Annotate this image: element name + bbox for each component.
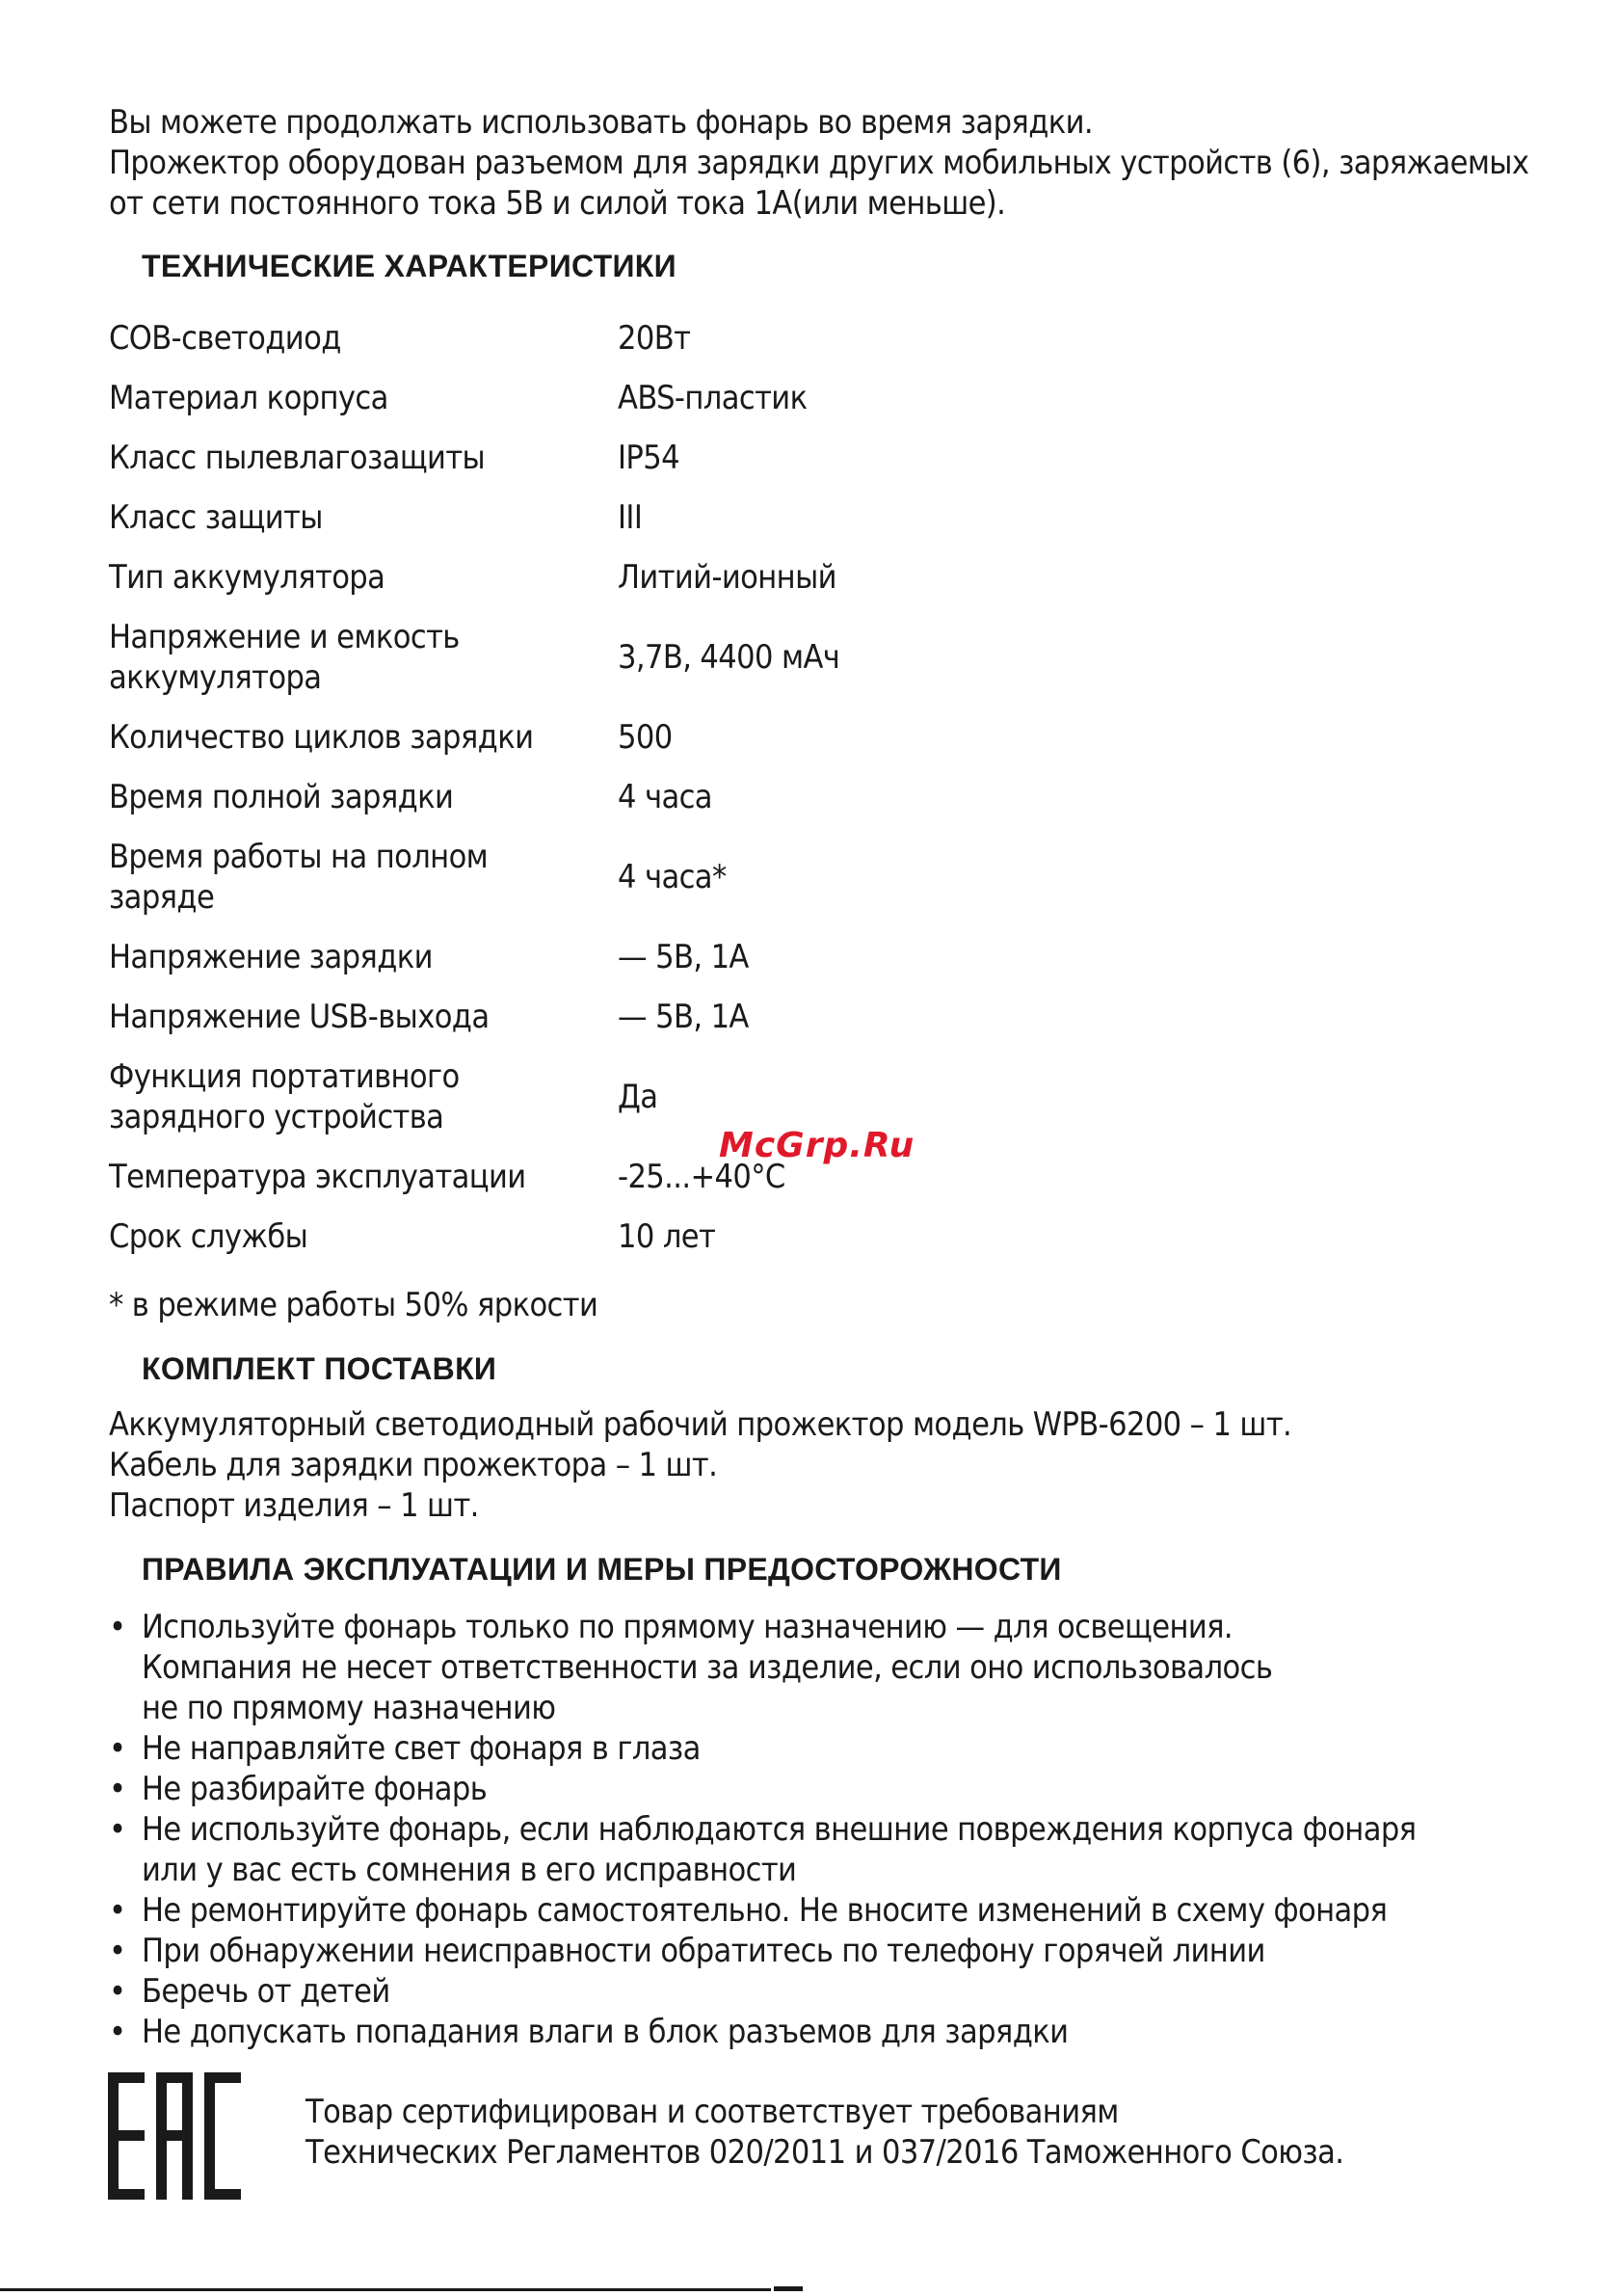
eac-logo-icon (108, 2072, 241, 2200)
spec-value: 3,7В, 4400 мАч (618, 638, 840, 677)
spec-row (109, 308, 1169, 368)
spec-name: Класс пылевлагозащиты (109, 439, 486, 477)
spec-name: Срок службы (109, 1217, 308, 1256)
spec-row (109, 368, 1169, 428)
rule-text: Беречь от детей (142, 1972, 390, 2011)
certification-line-1: Товар сертифицирован и соответствует требованиям (305, 2093, 1119, 2131)
spec-value: Да (618, 1078, 658, 1116)
rule-item (109, 1809, 1535, 1890)
kit-heading: КОМПЛЕКТ ПОСТАВКИ (142, 1351, 497, 1386)
certification-line-2: Технических Регламентов 020/2011 и 037/2016 Таможенного Союза. (305, 2133, 1344, 2172)
spec-name: COB-светодиод (109, 319, 341, 358)
specs-heading: ТЕХНИЧЕСКИЕ ХАРАКТЕРИСТИКИ (142, 249, 676, 283)
spec-row (109, 1047, 1169, 1147)
spec-value: 500 (618, 718, 673, 757)
kit-item: Паспорт изделия – 1 шт. (109, 1486, 479, 1525)
spec-name: Функция портативного зарядного устройства (109, 1057, 460, 1136)
spec-value: III (618, 498, 643, 537)
spec-row (109, 767, 1169, 827)
spec-value: — 5В, 1А (618, 938, 749, 976)
rule-item (109, 1769, 1535, 1809)
spec-value: — 5В, 1А (618, 998, 749, 1036)
certification-text (305, 2092, 1343, 2173)
rule-text: При обнаружении неисправности обратитесь по телефону горячей линии (142, 1932, 1265, 1970)
spec-name: Температура эксплуатации (109, 1158, 526, 1196)
rule-text: Не используйте фонарь, если наблюдаются внешние повреждения корпуса фонаря или у вас есть сомнения в его исправности (142, 1810, 1417, 1889)
spec-name: Напряжение и емкость аккумулятора (109, 618, 460, 697)
spec-name: Материал корпуса (109, 379, 388, 417)
page-bottom-rule (0, 2288, 771, 2291)
rules-list (109, 1607, 1535, 2052)
spec-name: Тип аккумулятора (109, 558, 385, 597)
rule-item (109, 1728, 1535, 1769)
spec-row (109, 707, 1169, 767)
spec-name: Время полной зарядки (109, 778, 454, 816)
spec-row (109, 1147, 1169, 1207)
spec-name: Класс защиты (109, 498, 323, 537)
page-bottom-mark (774, 2286, 803, 2291)
rule-item (109, 1971, 1535, 2012)
kit-item: Аккумуляторный светодиодный рабочий прожектор модель WPB-6200 – 1 шт. (109, 1405, 1292, 1444)
spec-value: IP54 (618, 439, 679, 477)
spec-name: Время работы на полном заряде (109, 838, 489, 917)
spec-value: 4 часа* (618, 858, 727, 896)
spec-row (109, 428, 1169, 488)
spec-row (109, 607, 1169, 707)
rules-heading: ПРАВИЛА ЭКСПЛУАТАЦИИ И МЕРЫ ПРЕДОСТОРОЖНОСТИ (142, 1552, 1062, 1587)
spec-row (109, 547, 1169, 607)
rule-item (109, 1890, 1535, 1931)
intro-text (109, 102, 1554, 224)
spec-name: Напряжение зарядки (109, 938, 433, 976)
spec-row (109, 927, 1169, 987)
specs-footnote: * в режиме работы 50% яркости (109, 1286, 598, 1324)
rule-text: Не ремонтируйте фонарь самостоятельно. Не вносите изменений в схему фонаря (142, 1891, 1388, 1930)
spec-row (109, 1207, 1169, 1267)
spec-value: 10 лет (618, 1217, 716, 1256)
kit-item: Кабель для зарядки прожектора – 1 шт. (109, 1446, 718, 1484)
spec-name: Количество циклов зарядки (109, 718, 534, 757)
spec-value: -25...+40°C (618, 1158, 785, 1196)
rule-item (109, 2012, 1535, 2052)
rule-text: Не разбирайте фонарь (142, 1770, 488, 1808)
spec-value: ABS-пластик (618, 379, 808, 417)
intro-line-1: Вы можете продолжать использовать фонарь во время зарядки. (109, 103, 1094, 142)
spec-name: Напряжение USB-выхода (109, 998, 490, 1036)
intro-line-2: Прожектор оборудован разъемом для зарядки других мобильных устройств (6), заряжаемых от сети постоянного тока 5В и силой тока 1А(или меньше). (109, 144, 1529, 223)
rule-text: Не направляйте свет фонаря в глаза (142, 1729, 701, 1768)
spec-row (109, 987, 1169, 1047)
spec-value: 20Вт (618, 319, 691, 358)
rule-item (109, 1607, 1535, 1728)
spec-row (109, 827, 1169, 927)
specs-table (109, 308, 1169, 1267)
watermark: McGrp.Ru (719, 1126, 915, 1165)
kit-list (109, 1404, 1291, 1526)
spec-row (109, 488, 1169, 547)
spec-value: 4 часа (618, 778, 712, 816)
rule-item (109, 1931, 1535, 1971)
rule-text: Используйте фонарь только по прямому назначению — для освещения. Компания не несет ответственности за изделие, если оно использовалось не по прямому назначению (142, 1608, 1273, 1727)
spec-value: Литий-ионный (618, 558, 836, 597)
rule-text: Не допускать попадания влаги в блок разъемов для зарядки (142, 2013, 1069, 2051)
